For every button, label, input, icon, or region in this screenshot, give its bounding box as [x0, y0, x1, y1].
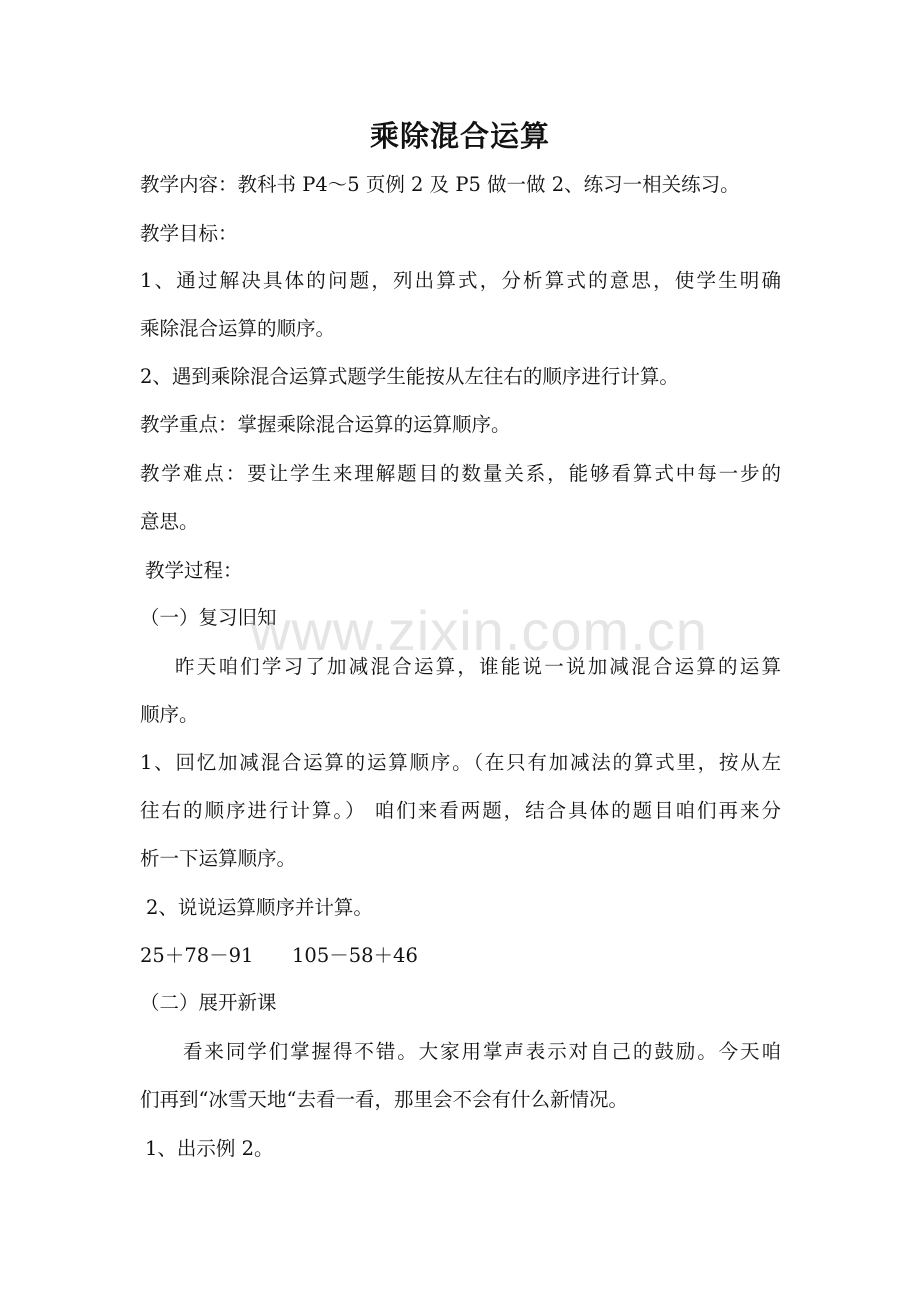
teaching-goals-heading: 教学目标：	[140, 222, 238, 245]
review-paragraph-line-1: 昨天咱们学习了加减混合运算，谁能说一说加减混合运算的运算	[175, 655, 781, 678]
teaching-difficulty-line-1: 教学难点：要让学生来理解题目的数量关系，能够看算式中每一步的	[140, 462, 781, 485]
teaching-content: 教学内容：教科书 P4～5 页例 2 及 P5 做一做 2、练习一相关练习。	[140, 173, 740, 196]
section-2-heading: （二）展开新课	[140, 991, 277, 1014]
recall-line-2: 往右的顺序进行计算。） 咱们来看两题，结合具体的题目咱们再来分	[140, 799, 781, 822]
teaching-process-heading: 教学过程：	[145, 559, 243, 582]
section-1-heading: （一）复习旧知	[140, 606, 277, 629]
recall-line-1: 1、回忆加减混合运算的运算顺序。（在只有加减法的算式里，按从左	[140, 751, 781, 774]
expression-2: 105－58＋46	[292, 944, 418, 967]
document-title: 乘除混合运算	[369, 119, 550, 153]
expression-1: 25＋78－91	[140, 944, 254, 967]
goal-1-line-2: 乘除混合运算的顺序。	[140, 317, 336, 340]
review-paragraph-line-2: 顺序。	[140, 703, 199, 726]
teaching-difficulty-line-2: 意思。	[140, 510, 199, 533]
exercise-instruction: 2、说说运算顺序并计算。	[146, 896, 373, 919]
new-lesson-line-2: 们再到“冰雪天地“去看一看，那里会不会有什么新情况。	[140, 1088, 628, 1111]
goal-2: 2、遇到乘除混合运算式题学生能按从左往右的顺序进行计算。	[140, 365, 679, 388]
example-2-item: 1、出示例 2。	[145, 1137, 274, 1160]
recall-line-3: 析一下运算顺序。	[140, 847, 297, 870]
new-lesson-line-1: 看来同学们掌握得不错。大家用掌声表示对自己的鼓励。今天咱	[183, 1040, 781, 1063]
watermark: www.zixin.com.cn	[250, 599, 708, 662]
goal-1-line-1: 1、通过解决具体的问题，列出算式，分析算式的意思，使学生明确	[140, 269, 781, 292]
teaching-focus: 教学重点：掌握乘除混合运算的运算顺序。	[140, 413, 511, 436]
